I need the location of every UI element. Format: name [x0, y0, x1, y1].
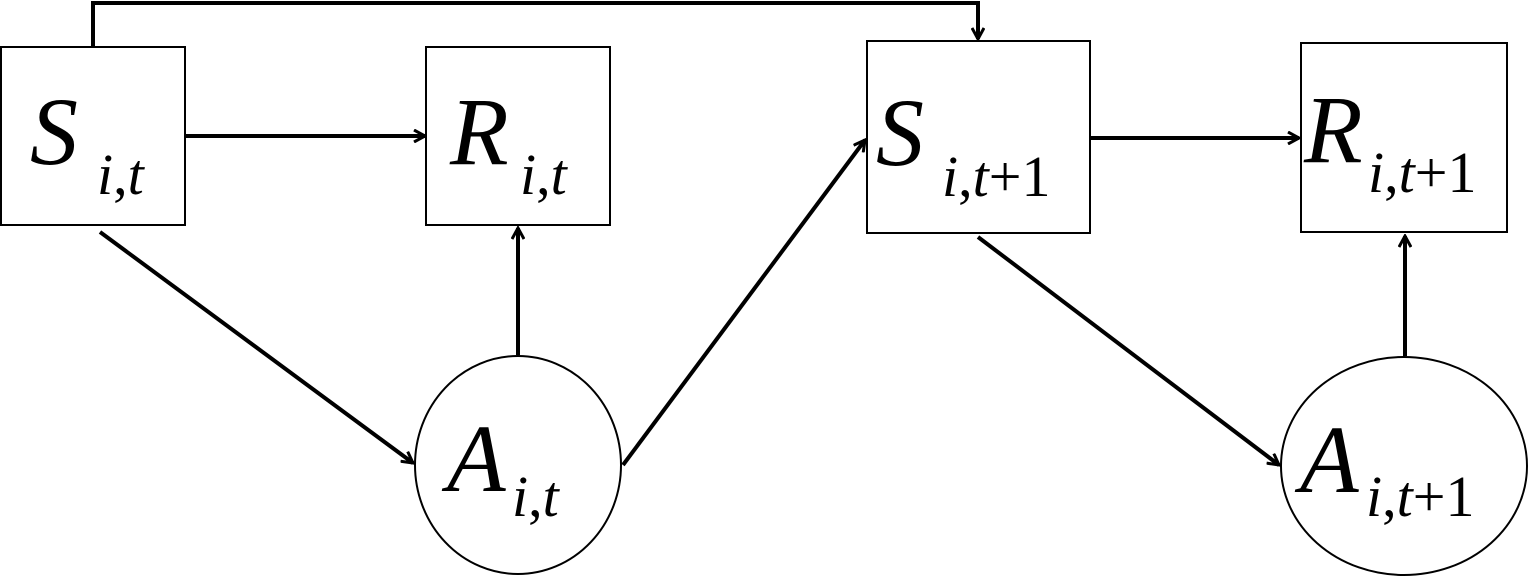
node-s-i-t1-main: S	[876, 79, 924, 186]
node-a-i-t1-sub-plus-one: +1	[1412, 464, 1475, 529]
node-r-i-t-sub-i: i	[520, 142, 537, 207]
node-a-i-t1-main: A	[1300, 406, 1359, 513]
node-a-i-t1-sub-comma: ,	[1382, 464, 1397, 529]
node-s-i-t1-sub-comma: ,	[958, 144, 973, 209]
node-a-i-t	[415, 356, 621, 574]
node-r-i-t-sub-t: t	[550, 142, 567, 207]
node-s-i-t1-sub-t: t	[972, 144, 989, 209]
edge-s-t1-to-a-t1	[978, 237, 1279, 465]
node-a-i-t-sub-i: i	[512, 464, 529, 529]
svg-text:i,t	[512, 464, 561, 529]
svg-text:i,t+1	[1368, 140, 1476, 205]
node-r-i-t-main: R	[450, 78, 509, 185]
node-r-i-t1-sub-plus-one: +1	[1414, 140, 1477, 205]
node-s-i-t-box	[1, 47, 185, 225]
edge-a-t-to-s-t1	[623, 140, 865, 465]
node-s-i-t	[1, 47, 185, 225]
svg-text:i,t+1	[942, 144, 1050, 209]
node-s-i-t-main: S	[30, 78, 78, 185]
node-r-i-t	[426, 47, 610, 225]
svg-text:i,t+1	[1366, 464, 1474, 529]
node-a-i-t1-sub-i: i	[1366, 464, 1383, 529]
node-a-i-t-sub-comma: ,	[528, 464, 543, 529]
node-a-i-t1-sub-t: t	[1396, 464, 1413, 529]
node-s-i-t1	[867, 41, 1090, 233]
node-a-i-t-sub-t: t	[542, 464, 559, 529]
node-s-i-t-sub-comma: ,	[113, 142, 128, 207]
node-r-i-t1-main: R	[1304, 76, 1363, 183]
node-s-i-t-sub-i: i	[97, 142, 114, 207]
node-s-i-t1-sub-i: i	[942, 144, 959, 209]
node-a-i-t1	[1281, 357, 1527, 575]
node-r-i-t-sub-comma: ,	[536, 142, 551, 207]
node-s-i-t1-sub-plus-one: +1	[988, 144, 1051, 209]
node-r-i-t1-sub-i: i	[1368, 140, 1385, 205]
svg-text:i,t	[97, 142, 146, 207]
node-s-i-t-sub-t: t	[127, 142, 144, 207]
node-a-i-t-main: A	[447, 405, 506, 512]
node-r-i-t1	[1301, 43, 1507, 232]
edge-s-t-to-a-t	[100, 232, 413, 463]
node-r-i-t1-sub-t: t	[1398, 140, 1415, 205]
node-r-i-t1-sub-comma: ,	[1384, 140, 1399, 205]
edge-s-t-to-s-t1-loop	[93, 3, 978, 46]
svg-text:i,t	[520, 142, 569, 207]
